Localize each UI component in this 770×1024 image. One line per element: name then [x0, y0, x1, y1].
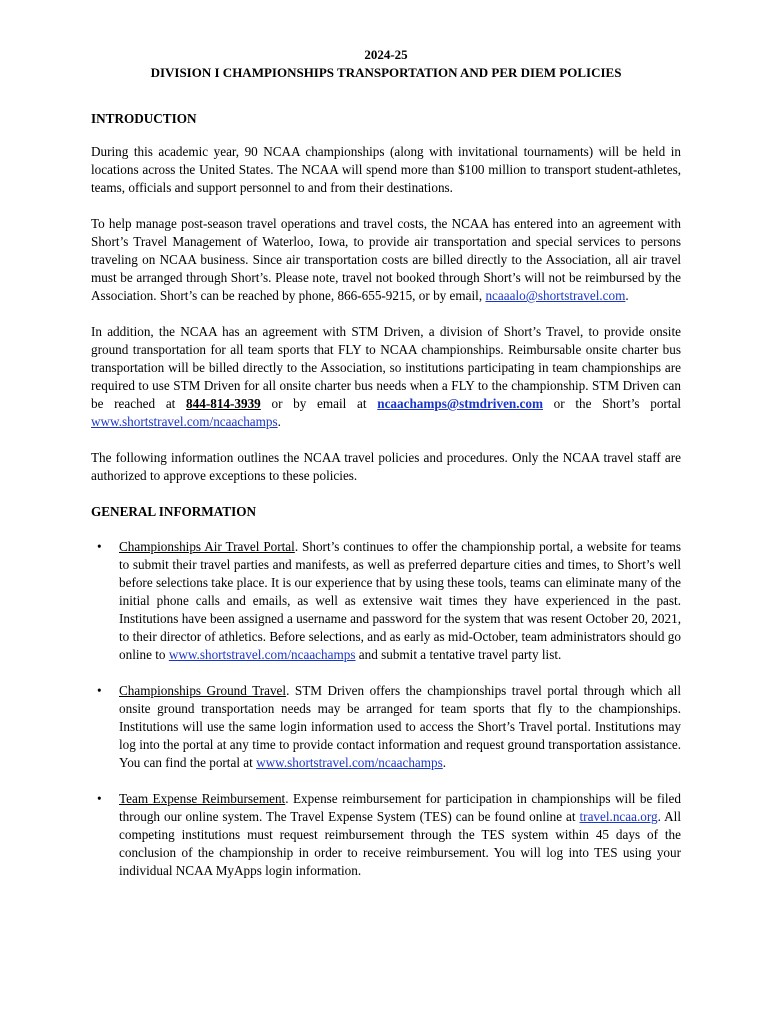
introduction-heading: INTRODUCTION [91, 111, 197, 126]
air-travel-portal-text: . Short’s continues to offer the championship portal, a website for teams to submit their travel parties and manifests, as well as preferred departure cities and times, to Short’s well before selections take place. It is our experience that by using these tools, teams can eliminate many of the initial phone calls and emails, as well as extensive wait times they have experienced in the past. Institutions have been assigned a username and password for the system that was resent October 20, 2021, to their director of athletics. Before selections, and as early as mid-October, team administrators should go online to [119, 539, 682, 662]
intro-paragraph-4: The following information outlines the NCAA travel policies and procedures. Only the NCAA travel staff are authorized to approve exceptions to these policies. [91, 450, 681, 483]
shorts-portal-link[interactable]: www.shortstravel.com/ncaachamps [91, 414, 278, 429]
intro-paragraph-3-end: . [277, 414, 281, 429]
intro-paragraph-3 [91, 323, 681, 431]
stm-driven-phone: 844-814-3939 [186, 396, 261, 411]
document-title: DIVISION I CHAMPIONSHIPS TRANSPORTATION AND PER DIEM POLICIES [150, 65, 622, 80]
intro-paragraph-3-mid2: or the Short’s portal [542, 396, 681, 411]
tes-travel-link[interactable]: travel.ncaa.org [579, 809, 658, 824]
bullet-icon: • [97, 791, 102, 806]
document-page [91, 46, 681, 880]
air-travel-portal-title: Championships Air Travel Portal [119, 539, 295, 554]
ground-travel-title: Championships Ground Travel [119, 683, 287, 698]
general-information-heading: GENERAL INFORMATION [91, 504, 256, 519]
list-item-ground-travel [91, 682, 681, 772]
intro-paragraph-2 [91, 215, 681, 305]
bullet-icon: • [97, 539, 102, 554]
document-year: 2024-25 [364, 47, 408, 62]
air-travel-portal-link[interactable]: www.shortstravel.com/ncaachamps [168, 647, 356, 662]
document-header [91, 46, 681, 82]
ground-travel-portal-link[interactable]: www.shortstravel.com/ncaachamps [256, 755, 443, 770]
ground-travel-end: . [442, 755, 447, 770]
ground-travel-text: . STM Driven offers the championships travel portal through which all onsite ground transportation needs may be arranged for team sports that fly to the championships. Institutions will use the same login information used to access the Short’s Travel portal. Institutions may log into the portal at any time to provide contact information and request ground transportation assistance. You can find the portal at [119, 683, 682, 770]
expense-reimbursement-text: . Expense reimbursement for participation in championships will be filed through our online system. The Travel Expense System (TES) can be found online at [119, 791, 681, 824]
general-information-list [91, 538, 681, 880]
stm-driven-email-link[interactable]: ncaachamps@stmdriven.com [377, 396, 543, 411]
intro-paragraph-3-mid: or by email at [260, 396, 378, 411]
bullet-icon: • [97, 683, 102, 698]
air-travel-portal-end: and submit a tentative travel party list. [355, 647, 562, 662]
intro-paragraph-2-end: . [625, 288, 629, 303]
list-item-air-travel-portal [91, 538, 681, 664]
intro-paragraph-2-text: To help manage post-season travel operations and travel costs, the NCAA has entered into an agreement with Short’s Travel Management of Waterloo, Iowa, to provide air transportation and special services to persons traveling on NCAA business. Since air transportation costs are billed directly to the Association, all air travel must be arranged through Short’s. Please note, travel not booked through Short’s will not be reimbursed by the Association. Short’s can be reached by phone, 866-655-9215, or by email, [91, 216, 681, 303]
intro-paragraph-3-text: In addition, the NCAA has an agreement with STM Driven, a division of Short’s Travel, to provide onsite ground transportation for all team sports that FLY to NCAA championships. Reimbursable onsite charter bus transportation will be billed directly to the Association, so institutions participating in team championships are required to use STM Driven for all onsite charter bus needs when a FLY to the championship. STM Driven can be reached at [91, 324, 681, 411]
expense-reimbursement-end: . All competing institutions must request reimbursement through the TES system within 45 days of the conclusion of the championship in order to receive reimbursement. You will log into TES using your individual NCAA MyApps login information. [119, 809, 681, 878]
list-item-expense-reimbursement [91, 790, 681, 880]
intro-paragraph-1: During this academic year, 90 NCAA championships (along with invitational tournaments) will be held in locations across the United States. The NCAA will spend more than $100 million to transport student-athletes, teams, officials and support personnel to and from their destinations. [91, 144, 681, 195]
shorts-email-link[interactable]: ncaaalo@shortstravel.com [485, 288, 626, 303]
expense-reimbursement-title: Team Expense Reimbursement [119, 791, 286, 806]
